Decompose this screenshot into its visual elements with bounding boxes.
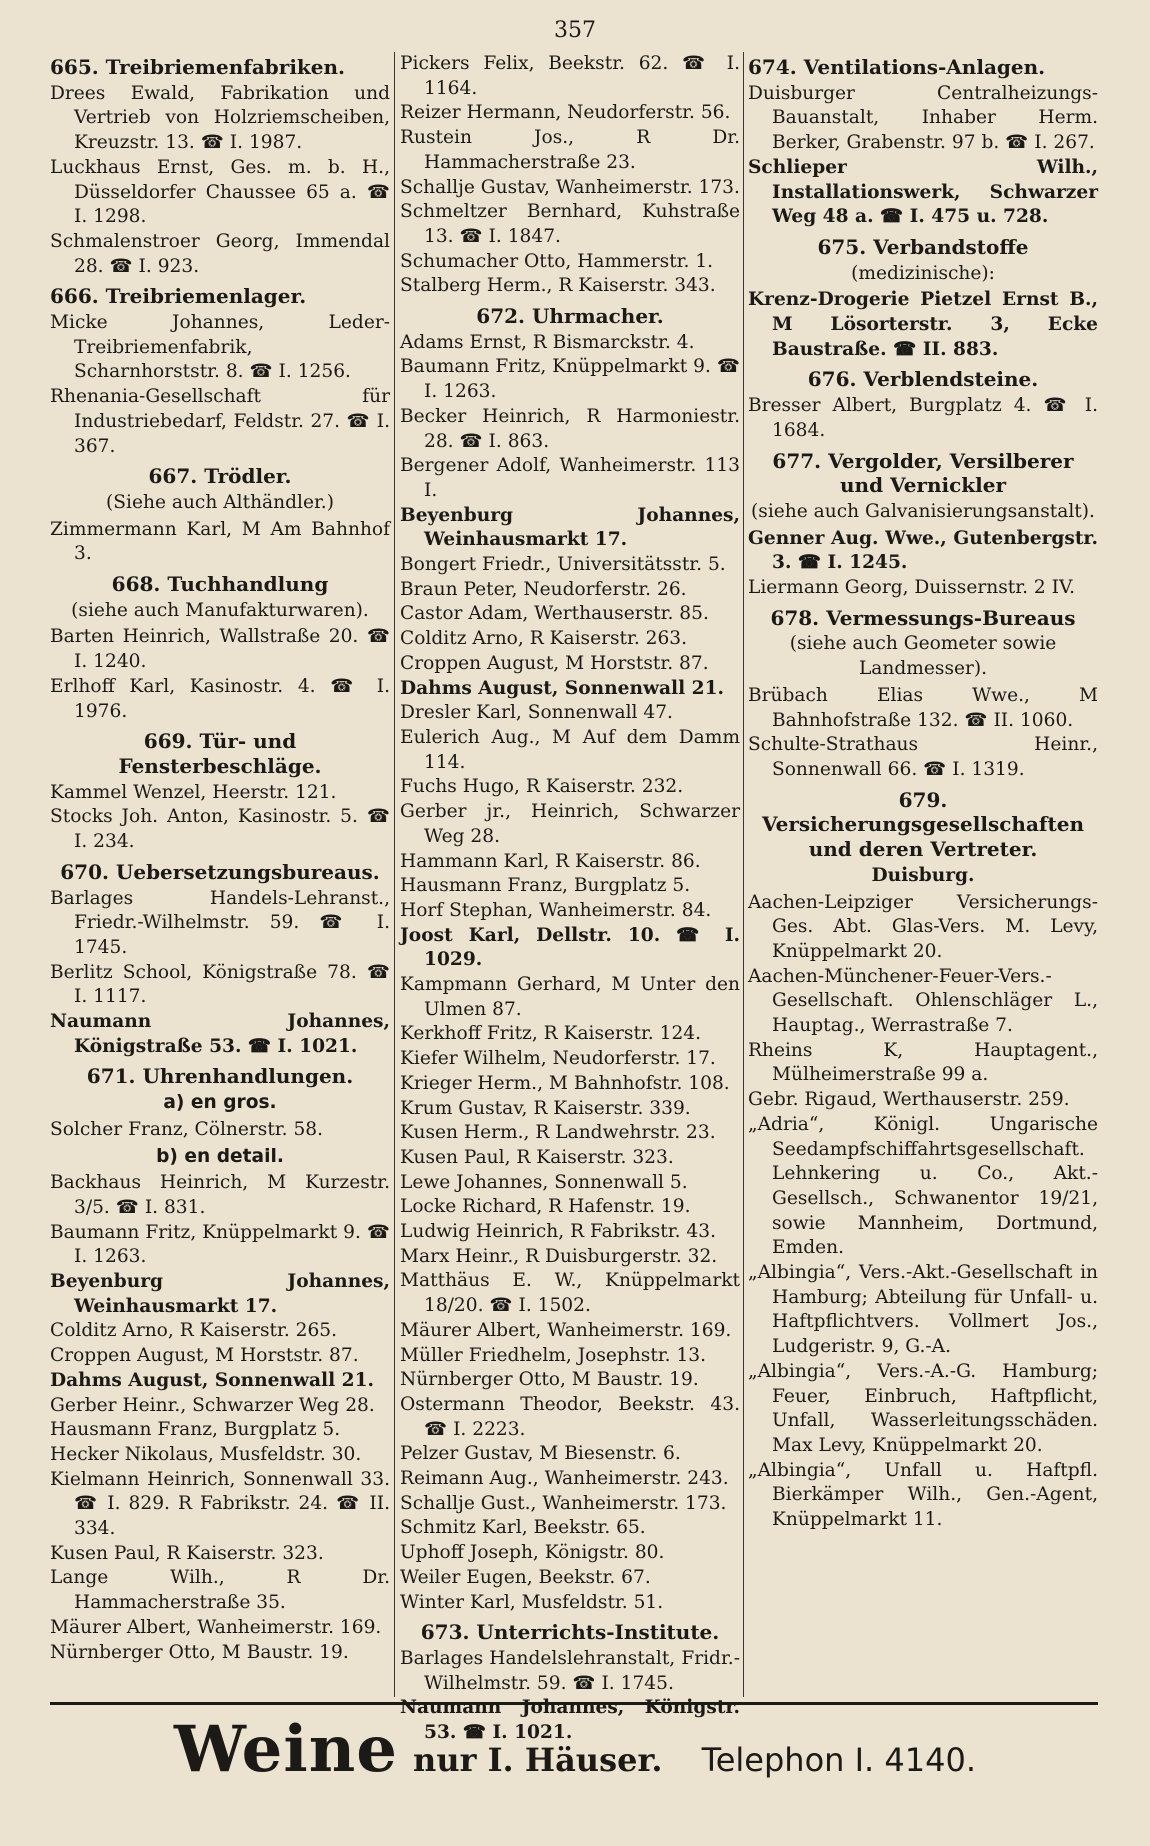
footer-telephone: Telephon I. 4140. xyxy=(701,1741,976,1779)
column-1 xyxy=(50,52,390,1692)
directory-entry: Adams Ernst, R Bismarckstr. 4. xyxy=(400,331,695,353)
directory-entry: Castor Adam, Werthauserstr. 85. xyxy=(400,603,709,625)
directory-section xyxy=(400,52,740,299)
directory-entry: Drees Ewald, Fabrikation und Vertrieb von Holzriemscheiben, Kreuzstr. 13. ☎ I. 1987. xyxy=(50,82,390,154)
section-title: 665. Treibriemenfabriken. xyxy=(50,55,345,79)
directory-entry: „Albingia“, Vers.-Akt.-Gesellschaft in Hamburg; Abteilung für Unfall- u. Haftpflichtvers. Vollmert Jos., Ludgeristr. 9, G.-A. xyxy=(748,1262,1098,1358)
directory-entry: Gebr. Rigaud, Werthauserstr. 259. xyxy=(748,1089,1070,1111)
directory-entry: Beyenburg Johannes, Weinhausmarkt 17. xyxy=(400,504,740,551)
directory-entry: Schallje Gustav, Wanheimerstr. 173. xyxy=(400,176,740,198)
column-2 xyxy=(400,52,740,1744)
directory-entry: Rheins K, Hauptagent., Mülheimerstraße 99 a. xyxy=(748,1039,1098,1086)
directory-entry: Joost Karl, Dellstr. 10. ☎ I. 1029. xyxy=(400,924,740,971)
section-title: 673. Unterrichts-Institute. xyxy=(420,1620,720,1645)
section-title: 679. Versicherungsgesellschaften und deren Vertreter. xyxy=(761,787,1085,862)
section-title: 678. Vermessungs-Bureaus xyxy=(770,605,1076,630)
directory-section xyxy=(50,464,390,567)
section-title: 668. Tuchhandlung xyxy=(111,572,329,597)
directory-entry: Genner Aug. Wwe., Gutenbergstr. 3. ☎ I. 1245. xyxy=(748,527,1098,574)
directory-entry: Bresser Albert, Burgplatz 4. ☎ I. 1684. xyxy=(748,395,1098,441)
section-note: (medizinische): xyxy=(851,262,995,284)
directory-entry: Brübach Elias Wwe., M Bahnhofstraße 132. ☎ II. 1060. xyxy=(748,684,1098,731)
directory-entry: Schulte-Strathaus Heinr., Sonnenwall 66. ☎ I. 1319. xyxy=(748,734,1098,780)
directory-entry: Micke Johannes, Leder-Treibriemenfabrik, Scharnhorststr. 8. ☎ I. 1256. xyxy=(50,312,390,383)
directory-entry: Barlages Handels-Lehranst., Friedr.-Wilhelmstr. 59. ☎ I. 1745. xyxy=(50,887,390,958)
directory-entry: Kerkhoff Fritz, R Kaiserstr. 124. xyxy=(400,1023,702,1045)
directory-entry: Hausmann Franz, Burgplatz 5. xyxy=(400,875,691,897)
directory-section xyxy=(748,235,1098,363)
column-3 xyxy=(748,52,1098,1692)
directory-entry: Lange Wilh., R Dr. Hammacherstraße 35. xyxy=(50,1567,390,1614)
section-title: 671. Uhrenhandlungen. xyxy=(86,1064,354,1089)
section-title: 676. Verblendsteine. xyxy=(807,367,1039,392)
directory-section xyxy=(748,55,1098,230)
directory-entry: Erlhoff Karl, Kasinostr. 4. ☎ I. 1976. xyxy=(50,675,390,722)
directory-entry: Aachen-Münchener-Feuer-Vers.-Gesellschaft. Ohlenschläger L., Hauptag., Werrastraße 7. xyxy=(748,965,1098,1037)
directory-entry: Stocks Joh. Anton, Kasinostr. 5. ☎ I. 234. xyxy=(50,806,390,853)
directory-entry: Naumann Johannes, Königstraße 53. ☎ I. 1021. xyxy=(50,1011,390,1057)
directory-entry: Naumann Johannes, Königstr. 53. ☎ I. 1021. xyxy=(400,1697,740,1744)
directory-entry: Schlieper Wilh., Installationswerk, Schwarzer Weg 48 a. ☎ I. 475 u. 728. xyxy=(748,156,1098,228)
section-title: 674. Ventilations-Anlagen. xyxy=(748,55,1046,79)
directory-entry: Barten Heinrich, Wallstraße 20. ☎ I. 1240. xyxy=(50,626,390,673)
directory-entry: Schumacher Otto, Hammerstr. 1. xyxy=(400,250,714,272)
section-subheading: Duisburg. xyxy=(871,864,975,886)
directory-section xyxy=(400,304,740,1615)
section-note: (siehe auch Galvanisierungsanstalt). xyxy=(751,500,1095,522)
directory-entry: Mäurer Albert, Wanheimerstr. 169. xyxy=(50,1616,382,1638)
footer-rule xyxy=(50,1702,1098,1705)
directory-entry: Rustein Jos., R Dr. Hammacherstraße 23. xyxy=(400,127,740,173)
section-title: 672. Uhrmacher. xyxy=(476,304,664,329)
advertisement-footer xyxy=(0,1712,1150,1787)
directory-entry: Stalberg Herm., R Kaiserstr. 343. xyxy=(400,275,716,297)
section-note: (siehe auch Manufakturwaren). xyxy=(71,599,369,621)
directory-section xyxy=(748,606,1098,783)
directory-entry: Kusen Paul, R Kaiserstr. 323. xyxy=(400,1146,674,1168)
directory-section xyxy=(50,284,390,459)
directory-entry: Backhaus Heinrich, M Kurzestr. 3/5. ☎ I. 831. xyxy=(50,1172,390,1218)
directory-entry: Schallje Gust., Wanheimerstr. 173. xyxy=(400,1492,727,1514)
directory-entry: Hecker Nikolaus, Musfeldstr. 30. xyxy=(50,1443,362,1465)
directory-entry: Hammann Karl, R Kaiserstr. 86. xyxy=(400,850,701,872)
page-number: 357 xyxy=(554,18,596,43)
directory-entry: Winter Karl, Musfeldstr. 51. xyxy=(400,1591,664,1613)
directory-entry: Kusen Herm., R Landwehrstr. 23. xyxy=(400,1122,716,1144)
section-title: 677. Vergolder, Versilberer und Vernickler xyxy=(772,448,1074,498)
directory-entry: Ludwig Heinrich, R Fabrikstr. 43. xyxy=(400,1221,716,1243)
directory-entry: „Adria“, Königl. Ungarische Seedampfschiffahrtsgesellschaft. Lehnkering u. Co., Akt.-Gesellsch., Schwanentor 19/21, sowie Mannheim, Dortmund, Emden. xyxy=(748,1113,1098,1259)
directory-section xyxy=(50,572,390,724)
directory-entry: Dresler Karl, Sonnenwall 47. xyxy=(400,702,673,724)
directory-entry: Kammel Wenzel, Heerstr. 121. xyxy=(50,781,337,803)
directory-entry: Liermann Georg, Duissernstr. 2 IV. xyxy=(748,577,1076,599)
directory-entry: Nürnberger Otto, M Baustr. 19. xyxy=(50,1641,349,1663)
directory-entry: Kielmann Heinrich, Sonnenwall 33. ☎ I. 829. R Fabrikstr. 24. ☎ II. 334. xyxy=(50,1468,390,1540)
directory-entry: Dahms August, Sonnenwall 21. xyxy=(400,677,724,699)
directory-entry: Duisburger Centralheizungs-Bauanstalt, Inhaber Herm. Berker, Grabenstr. 97 b. ☎ I. 267. xyxy=(748,82,1098,154)
directory-entry: Luckhaus Ernst, Ges. m. b. H., Düsseldorfer Chaussee 65 a. ☎ I. 1298. xyxy=(50,156,390,228)
directory-entry: Horf Stephan, Wanheimerstr. 84. xyxy=(400,899,712,921)
directory-entry: Reimann Aug., Wanheimerstr. 243. xyxy=(400,1468,729,1490)
directory-entry: Reizer Hermann, Neudorferstr. 56. xyxy=(400,102,731,124)
directory-entry: Colditz Arno, R Kaiserstr. 265. xyxy=(50,1320,338,1342)
directory-section xyxy=(748,788,1098,1533)
column-divider-1 xyxy=(394,52,395,1697)
directory-entry: Lewe Johannes, Sonnenwall 5. xyxy=(400,1171,688,1193)
directory-entry: Ostermann Theodor, Beekstr. 43. ☎ I. 2223. xyxy=(400,1393,740,1440)
directory-entry: Rhenania-Gesellschaft für Industriebedarf, Feldstr. 27. ☎ I. 367. xyxy=(50,386,390,457)
section-title: 675. Verbandstoffe xyxy=(817,234,1029,259)
section-subheading: a) en gros. xyxy=(163,1092,277,1114)
directory-entry: Gerber Heinr., Schwarzer Weg 28. xyxy=(50,1394,375,1416)
directory-entry: Bongert Friedr., Universitätsstr. 5. xyxy=(400,554,726,576)
directory-entry: Berlitz School, Königstraße 78. ☎ I. 1117. xyxy=(50,961,390,1008)
directory-entry: Croppen August, M Horststr. 87. xyxy=(400,652,709,674)
directory-entry: Nürnberger Otto, M Baustr. 19. xyxy=(400,1369,699,1391)
footer-middle: nur I. Häuser. xyxy=(413,1741,663,1779)
directory-entry: Krieger Herm., M Bahnhofstr. 108. xyxy=(400,1072,730,1094)
section-subheading: b) en detail. xyxy=(156,1145,284,1167)
directory-entry: Uphoff Joseph, Königstr. 80. xyxy=(400,1542,665,1564)
directory-entry: Becker Heinrich, R Harmoniestr. 28. ☎ I. 863. xyxy=(400,405,740,452)
directory-entry: Matthäus E. W., Knüppelmarkt 18/20. ☎ I. 1502. xyxy=(400,1270,740,1317)
section-title: 669. Tür- und Fensterbeschläge. xyxy=(118,729,322,778)
directory-entry: Croppen August, M Horststr. 87. xyxy=(50,1345,359,1367)
section-title: 670. Uebersetzungsbureaus. xyxy=(60,859,380,884)
directory-entry: Mäurer Albert, Wanheimerstr. 169. xyxy=(400,1319,732,1341)
directory-section xyxy=(50,860,390,1060)
directory-section xyxy=(50,55,390,279)
directory-entry: Pelzer Gustav, M Biesenstr. 6. xyxy=(400,1443,681,1465)
directory-entry: Bergener Adolf, Wanheimerstr. 113 I. xyxy=(400,455,740,501)
directory-section xyxy=(50,1064,390,1665)
directory-entry: Dahms August, Sonnenwall 21. xyxy=(50,1369,374,1391)
directory-entry: Zimmermann Karl, M Am Bahnhof 3. xyxy=(50,518,390,565)
directory-entry: Schmalenstroer Georg, Immendal 28. ☎ I. 923. xyxy=(50,230,390,277)
directory-entry: Fuchs Hugo, R Kaiserstr. 232. xyxy=(400,776,684,798)
directory-entry: Pickers Felix, Beekstr. 62. ☎ I. 1164. xyxy=(400,53,740,99)
directory-entry: Eulerich Aug., M Auf dem Damm 114. xyxy=(400,726,740,773)
directory-entry: Baumann Fritz, Knüppelmarkt 9. ☎ I. 1263. xyxy=(400,356,740,403)
directory-entry: Weiler Eugen, Beekstr. 67. xyxy=(400,1566,651,1588)
section-note: (Siehe auch Althändler.) xyxy=(106,491,334,513)
directory-entry: Beyenburg Johannes, Weinhausmarkt 17. xyxy=(50,1271,390,1317)
directory-entry: Gerber jr., Heinrich, Schwarzer Weg 28. xyxy=(400,801,740,847)
directory-entry: Schmeltzer Bernhard, Kuhstraße 13. ☎ I. 1847. xyxy=(400,201,740,247)
section-title: 666. Treibriemenlager. xyxy=(50,284,307,309)
directory-entry: Kiefer Wilhelm, Neudorferstr. 17. xyxy=(400,1048,716,1070)
directory-entry: Schmitz Karl, Beekstr. 65. xyxy=(400,1517,646,1539)
section-title: 667. Trödler. xyxy=(148,464,292,489)
directory-entry: Krum Gustav, R Kaiserstr. 339. xyxy=(400,1097,691,1119)
directory-entry: Solcher Franz, Cölnerstr. 58. xyxy=(50,1118,324,1140)
directory-section xyxy=(50,729,390,855)
directory-entry: Barlages Handelslehranstalt, Fridr.-Wilhelmstr. 59. ☎ I. 1745. xyxy=(400,1648,740,1694)
footer-brand: Weine xyxy=(174,1712,398,1787)
directory-section xyxy=(748,367,1098,443)
directory-entry: Locke Richard, R Hafenstr. 19. xyxy=(400,1196,691,1218)
directory-section xyxy=(748,449,1098,601)
directory-entry: Baumann Fritz, Knüppelmarkt 9. ☎ I. 1263. xyxy=(50,1221,390,1268)
directory-entry: Krenz-Drogerie Pietzel Ernst B., M Lösorterstr. 3, Ecke Baustraße. ☎ II. 883. xyxy=(748,289,1098,360)
column-divider-2 xyxy=(743,52,744,1697)
directory-entry: Müller Friedhelm, Josephstr. 13. xyxy=(400,1344,707,1366)
directory-entry: „Albingia“, Vers.-A.-G. Hamburg; Feuer, Einbruch, Haftpflicht, Unfall, Wasserleitungsschäden. Max Levy, Knüppelmarkt 20. xyxy=(748,1360,1098,1456)
directory-entry: Kusen Paul, R Kaiserstr. 323. xyxy=(50,1542,324,1564)
directory-entry: Colditz Arno, R Kaiserstr. 263. xyxy=(400,628,688,650)
directory-entry: „Albingia“, Unfall u. Haftpfl. Bierkämper Wilh., Gen.-Agent, Knüppelmarkt 11. xyxy=(748,1459,1098,1531)
directory-entry: Hausmann Franz, Burgplatz 5. xyxy=(50,1419,341,1441)
section-note: (siehe auch Geometer sowie Landmesser). xyxy=(789,633,1057,680)
directory-entry: Kampmann Gerhard, M Unter den Ulmen 87. xyxy=(400,974,740,1020)
directory-entry: Braun Peter, Neudorferstr. 26. xyxy=(400,578,687,600)
directory-entry: Aachen-Leipziger Versicherungs-Ges. Abt. Glas-Vers. M. Levy, Knüppelmarkt 20. xyxy=(748,891,1098,962)
directory-entry: Marx Heinr., R Duisburgerstr. 32. xyxy=(400,1245,718,1267)
